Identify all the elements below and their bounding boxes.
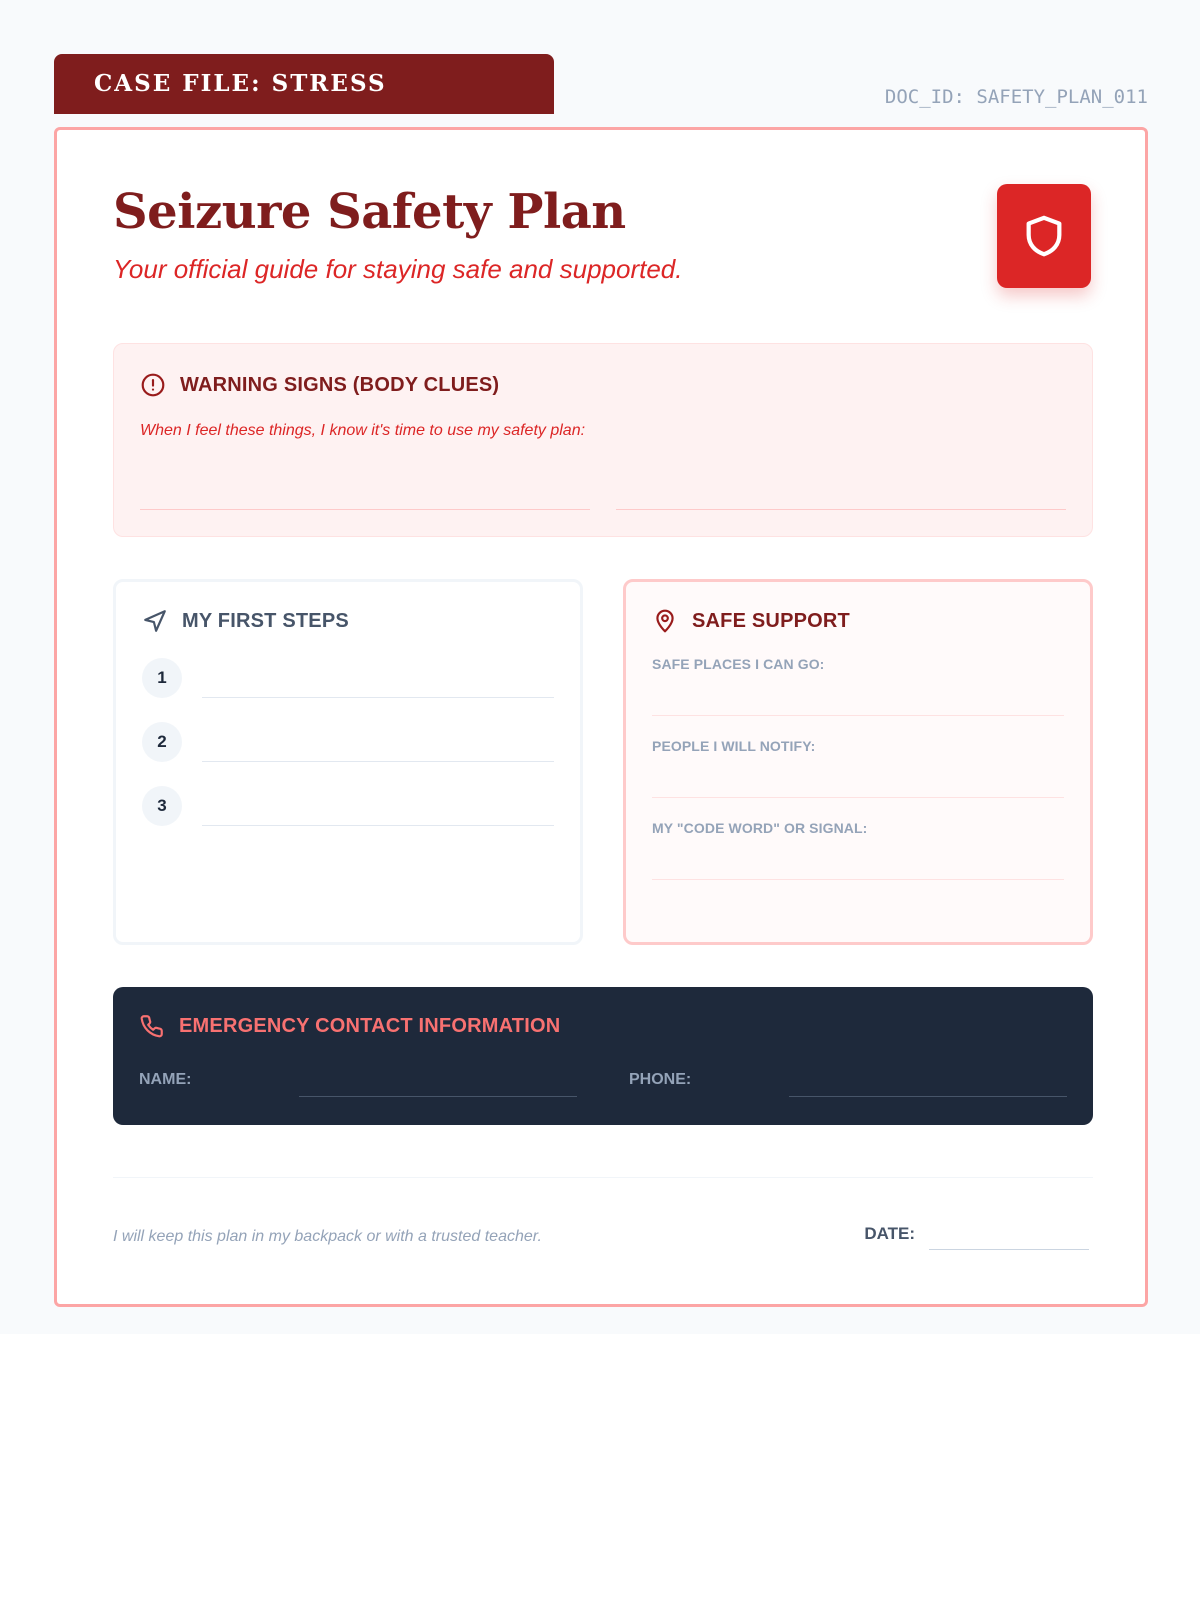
emergency-contact-section <box>113 987 1093 1125</box>
safe-places-label: SAFE PLACES I CAN GO: <box>652 656 825 672</box>
people-notify-label: PEOPLE I WILL NOTIFY: <box>652 738 816 754</box>
shield-icon <box>1021 211 1067 261</box>
step-number: 1 <box>142 658 182 698</box>
emergency-contact-heading <box>139 1013 1067 1039</box>
step-answer-line[interactable] <box>202 658 554 698</box>
emergency-name-line[interactable] <box>299 1063 577 1097</box>
date-label: DATE: <box>864 1224 915 1243</box>
footer-note: I will keep this plan in my backpack or with a trusted teacher. <box>113 1228 542 1245</box>
emergency-contact-title: EMERGENCY CONTACT INFORMATION <box>179 1014 561 1037</box>
date-line[interactable] <box>929 1216 1089 1250</box>
case-file-tab: CASE FILE: STRESS <box>54 54 554 114</box>
safe-places-field <box>652 656 1064 716</box>
safe-places-line[interactable] <box>652 676 1064 716</box>
warning-sign-line-left[interactable] <box>140 469 590 510</box>
code-word-field <box>652 820 1064 880</box>
emergency-phone-field <box>629 1063 1067 1097</box>
code-word-label: MY "CODE WORD" OR SIGNAL: <box>652 820 868 836</box>
phone-icon <box>139 1013 165 1039</box>
warning-signs-section <box>113 343 1093 537</box>
warning-signs-description: When I feel these things, I know it's time to use my safety plan: <box>140 422 586 439</box>
people-notify-field <box>652 738 1064 798</box>
step-row <box>142 722 554 762</box>
warning-sign-line-right[interactable] <box>616 469 1066 510</box>
first-steps-section <box>113 579 583 945</box>
emergency-phone-label: PHONE: <box>629 1071 692 1088</box>
step-number: 2 <box>142 722 182 762</box>
safety-plan-card <box>54 127 1148 1307</box>
step-answer-line[interactable] <box>202 722 554 762</box>
page-subtitle: Your official guide for staying safe and supported. <box>113 254 683 284</box>
footer-divider <box>113 1177 1093 1178</box>
document-id: DOC_ID: SAFETY_PLAN_011 <box>884 86 1148 108</box>
code-word-line[interactable] <box>652 840 1064 880</box>
warning-signs-title: WARNING SIGNS (BODY CLUES) <box>180 373 500 396</box>
step-answer-line[interactable] <box>202 786 554 826</box>
emergency-contact-row <box>139 1063 1067 1097</box>
alert-circle-icon <box>140 372 166 398</box>
step-row <box>142 786 554 826</box>
first-steps-title: MY FIRST STEPS <box>182 609 349 632</box>
people-notify-line[interactable] <box>652 758 1064 798</box>
step-number: 3 <box>142 786 182 826</box>
navigation-arrow-icon <box>142 608 168 634</box>
emergency-name-field <box>139 1063 577 1097</box>
page-title: Seizure Safety Plan <box>113 184 626 240</box>
warning-signs-heading <box>140 372 1066 398</box>
safe-support-title: SAFE SUPPORT <box>692 609 850 632</box>
step-row <box>142 658 554 698</box>
shield-badge <box>997 184 1091 288</box>
map-pin-icon <box>652 608 678 634</box>
warning-signs-answer-lines <box>140 469 1066 510</box>
date-field <box>864 1216 1089 1250</box>
emergency-phone-line[interactable] <box>789 1063 1067 1097</box>
safe-support-section <box>623 579 1093 945</box>
safe-support-heading <box>652 608 1064 634</box>
first-steps-heading <box>142 608 554 634</box>
emergency-name-label: NAME: <box>139 1071 192 1088</box>
